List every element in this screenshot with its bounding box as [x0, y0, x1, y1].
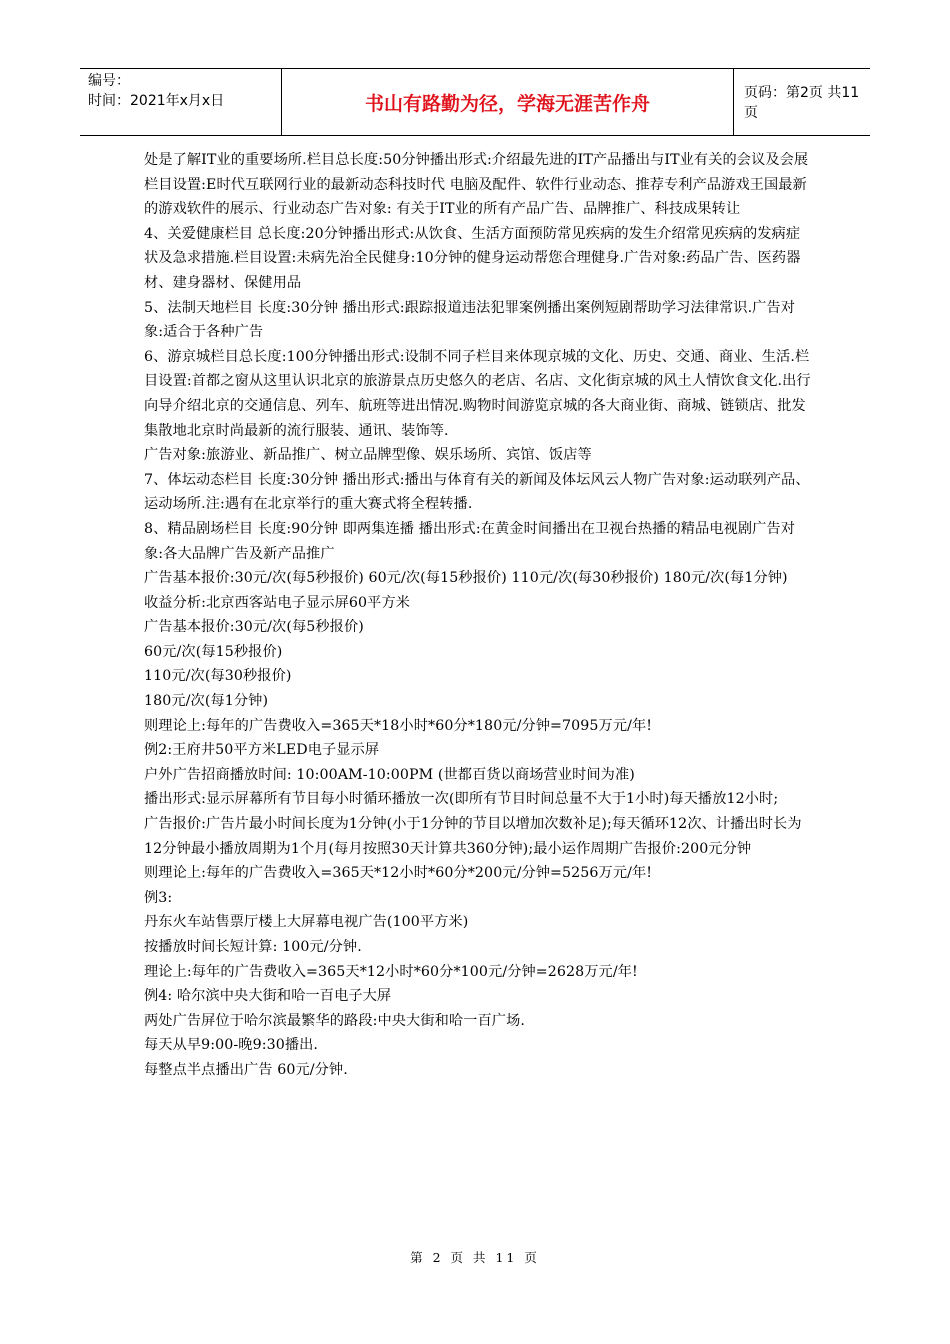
paragraph: 播出形式:显示屏幕所有节目每小时循环播放一次(即所有节目时间总量不大于1小时)每天播放12小时; [144, 791, 779, 808]
paragraph: 两处广告屏位于哈尔滨最繁华的路段:中央大街和哈一百广场. [144, 1012, 525, 1029]
paragraph: 户外广告招商播放时间: 10:00AM-10:00PM (世都百货以商场营业时间为准) [144, 766, 635, 783]
paragraph: 6、游京城栏目总长度:100分钟播出形式:设制不同子栏目来体现京城的文化、历史、交通、商业、生活.栏目设置:首都之窗从这里认识北京的旅游景点历史悠久的老店、名店、文化街京城的风土人情饮食文化.出行向导介绍北京的交通信息、列车、航班等进出情况.购物时间游览京城的各大商业街、商城、链锁店、批发集散地北京时尚最新的流行服装、通讯、装饰等. [144, 348, 811, 439]
paragraph: 广告基本报价:30元/次(每5秒报价) 60元/次(每15秒报价) 110元/次(每30秒报价) 180元/次(每1分钟) [144, 570, 788, 587]
header-page-number: 页码：第2页 共11页 [744, 85, 860, 121]
paragraph: 每天从早9:00-晚9:30播出. [144, 1037, 319, 1054]
paragraph: 7、体坛动态栏目 长度:30分钟 播出形式:播出与体育有关的新闻及体坛风云人物广告对象:运动联列产品、运动场所.注:遇有在北京举行的重大赛式将全程转播. [144, 471, 810, 513]
paragraph: 广告对象:旅游业、新品推广、树立品牌型像、娱乐场所、宾馆、饭店等 [144, 447, 592, 464]
header-motto: 书山有路勤为径，学海无涯苦作舟 [364, 92, 650, 115]
document-body [144, 148, 814, 1083]
paragraph: 60元/次(每15秒报价) [144, 643, 283, 660]
paragraph: 180元/次(每1分钟) [144, 693, 269, 710]
document-number-label: 编号： [88, 73, 130, 89]
paragraph: 按播放时间长短计算: 100元/分钟. [144, 939, 362, 955]
paragraph: 处是了解IT业的重要场所.栏目总长度:50分钟播出形式:介绍最先进的IT产品播出与IT业有关的会议及会展栏目设置:E时代互联网行业的最新动态科技时代 电脑及配件、软件行业动态、推荐专利产品游戏王国最新的游戏软件的展示、行业动态广告对象: 有关于IT业的所有产品广告、品牌推广、科技成果转让 [144, 152, 809, 218]
paragraph: 例4: 哈尔滨中央大街和哈一百电子大屏 [144, 988, 392, 1005]
paragraph: 广告报价:广告片最小时间长度为1分钟(小于1分钟的节目以增加次数补足);每天循环12次、计播出时长为12分钟最小播放周期为1个月(每月按照30天计算共360分钟);最小运作周期广告报价:200元分钟 [144, 816, 802, 857]
paragraph: 丹东火车站售票厅楼上大屏幕电视广告(100平方米) [144, 914, 469, 931]
paragraph: 理论上:每年的广告费收入=365天*12小时*60分*100元/分钟=2628万元/年! [144, 963, 638, 980]
paragraph: 例2:王府井50平方米LED电子显示屏 [144, 742, 380, 759]
paragraph: 8、精品剧场栏目 长度:90分钟 即两集连播 播出形式:在黄金时间播出在卫视台热播的精品电视剧广告对象:各大品牌广告及新产品推广 [144, 520, 796, 562]
paragraph: 收益分析:北京西客站电子显示屏60平方米 [144, 594, 411, 611]
paragraph: 则理论上:每年的广告费收入=365天*12小时*60分*200元/分钟=5256万元/年! [144, 865, 653, 882]
header-info-cell [80, 69, 282, 135]
header-motto-cell [282, 69, 734, 135]
page-header [80, 68, 870, 136]
document-date-label: 时间：2021年x月x日 [88, 93, 225, 109]
header-page-cell [734, 69, 870, 135]
paragraph: 则理论上:每年的广告费收入=365天*18小时*60分*180元/分钟=7095万元/年! [144, 717, 653, 734]
page-footer: 第 2 页 共 11 页 [410, 1250, 540, 1265]
paragraph: 5、法制天地栏目 长度:30分钟 播出形式:跟踪报道违法犯罪案例播出案例短剧帮助学习法律常识.广告对象:适合于各种广告 [144, 299, 796, 341]
paragraph: 例3: [144, 889, 173, 906]
paragraph: 广告基本报价:30元/次(每5秒报价) [144, 619, 364, 636]
paragraph: 110元/次(每30秒报价) [144, 668, 292, 685]
paragraph: 每整点半点播出广告 60元/分钟. [144, 1061, 348, 1078]
paragraph: 4、关爱健康栏目 总长度:20分钟播出形式:从饮食、生活方面预防常见疾病的发生介绍常见疾病的发病症状及急求措施.栏目设置:未病先治全民健身:10分钟的健身运动帮您合理健身.广告对象:药品广告、医药器材、建身器材、保健用品 [144, 225, 801, 291]
